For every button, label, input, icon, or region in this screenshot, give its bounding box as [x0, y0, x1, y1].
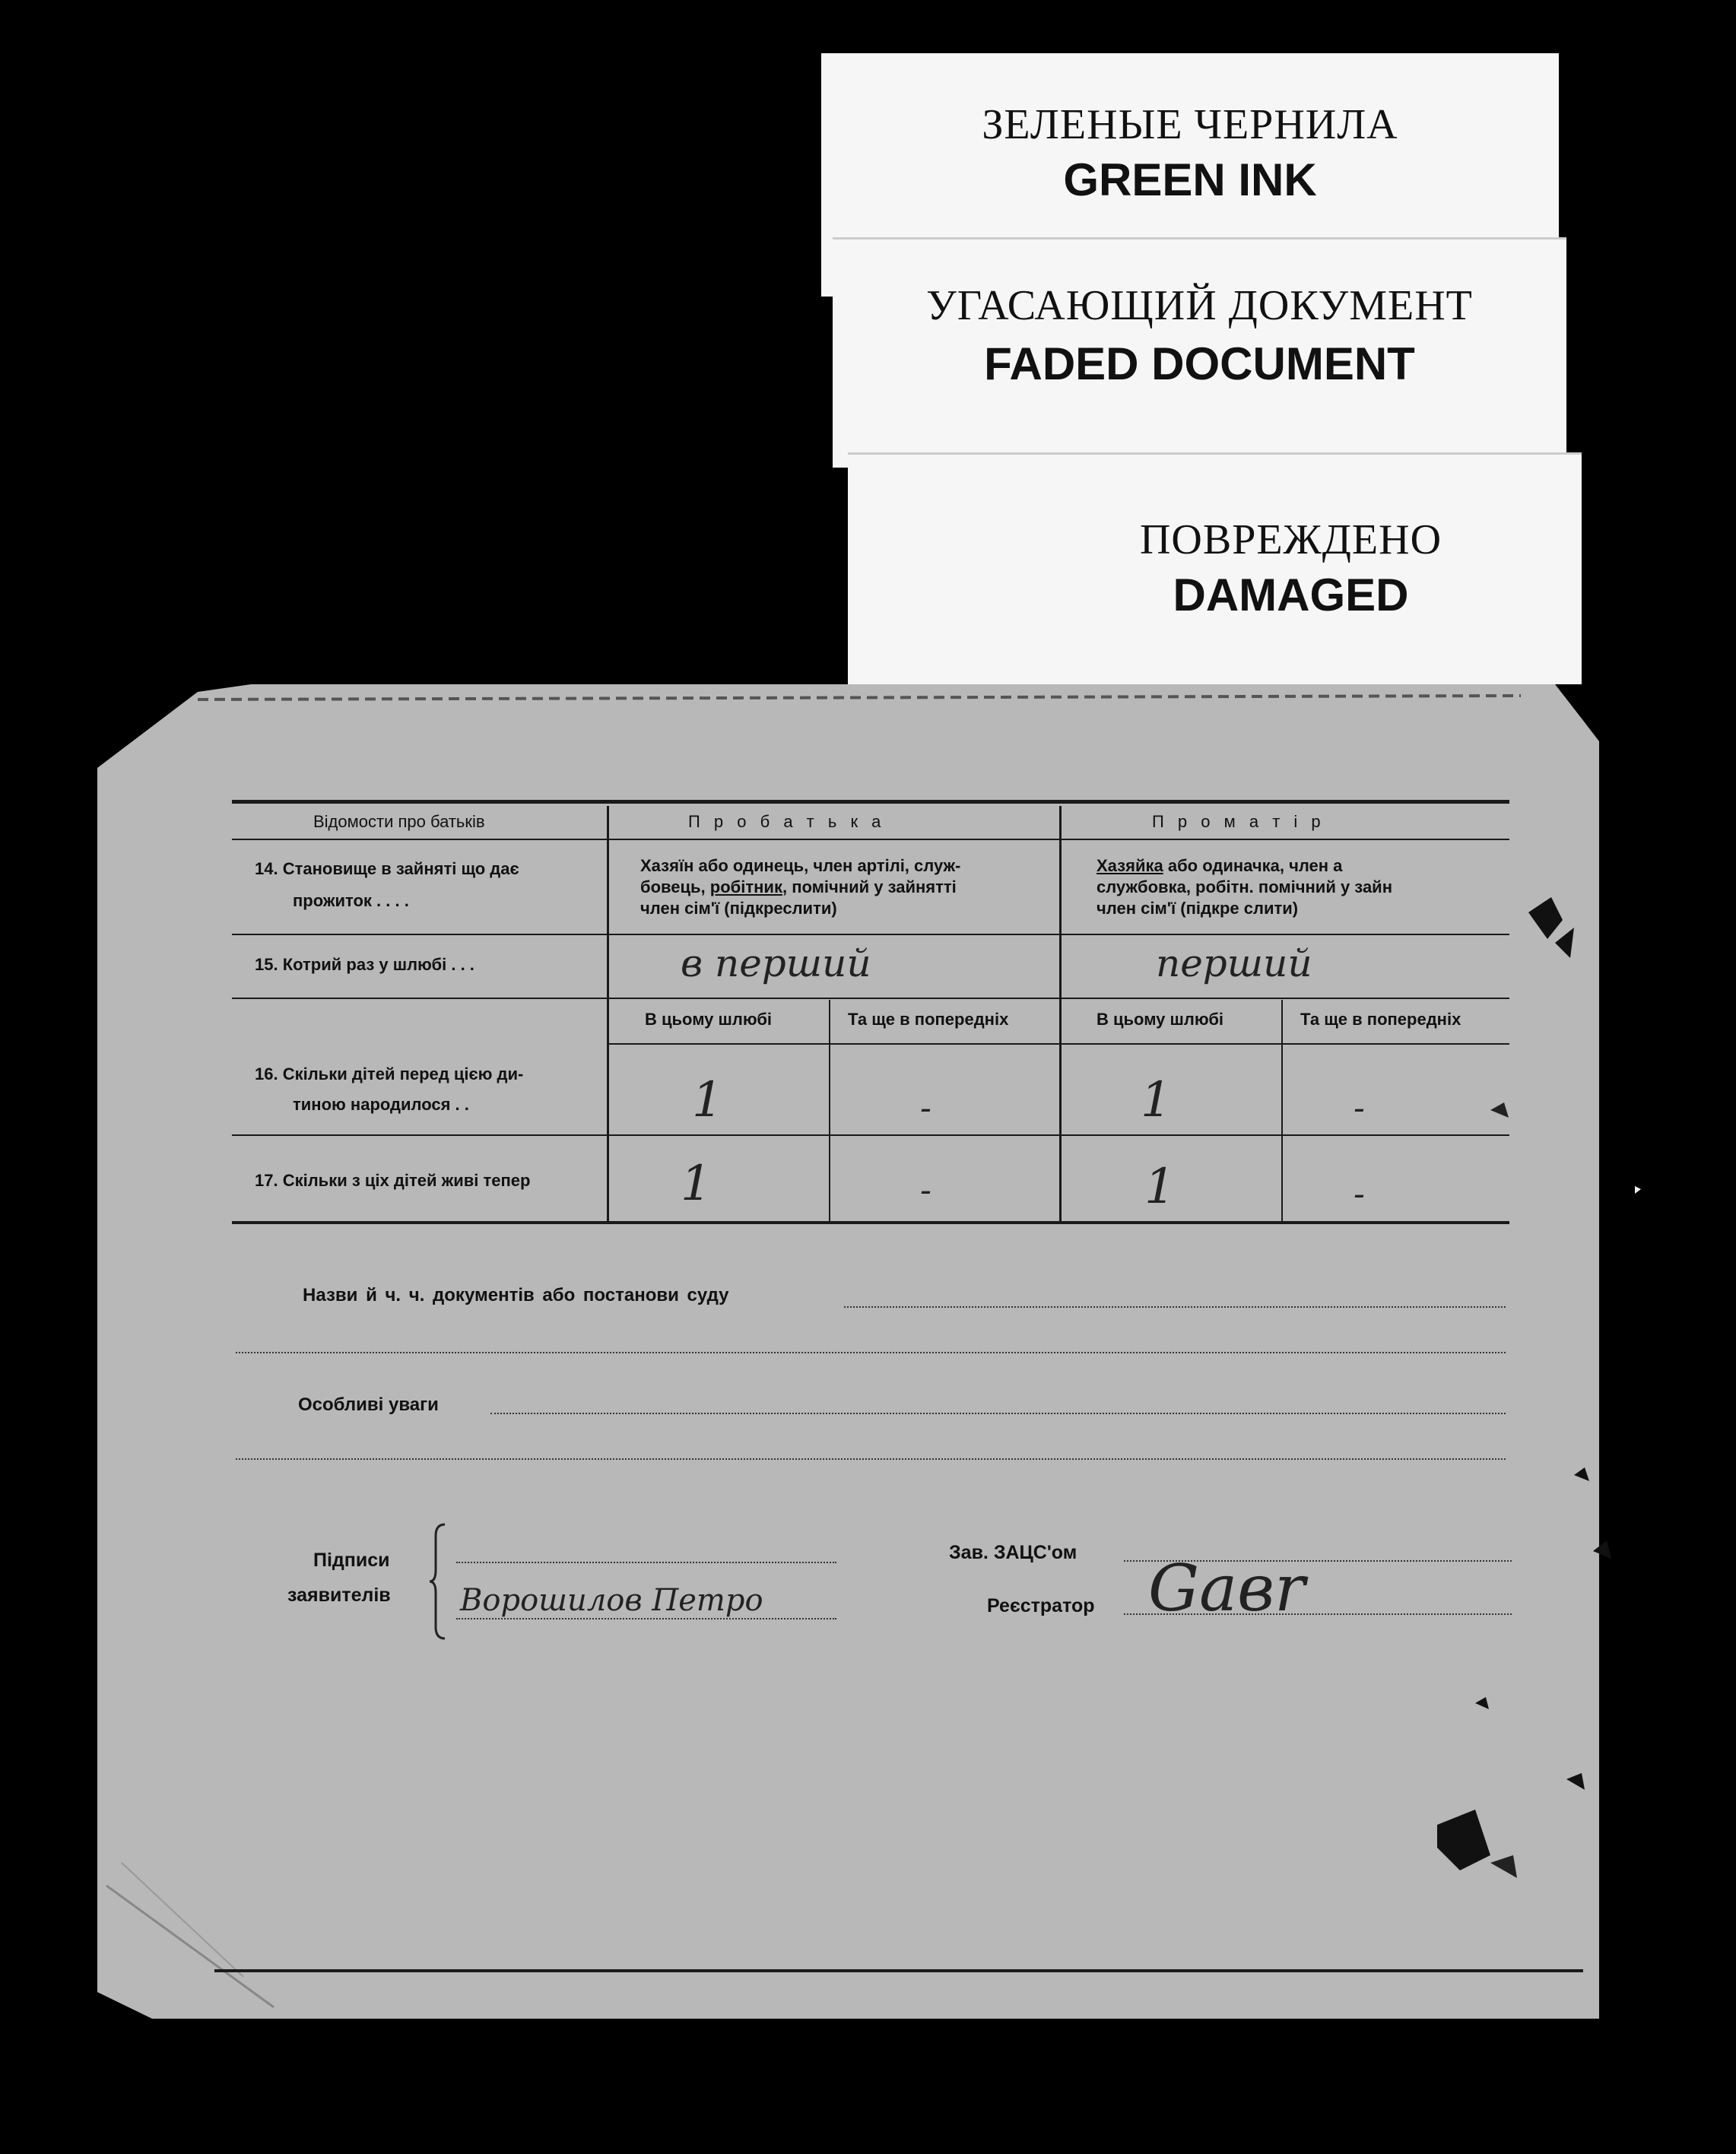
header-father: П р о б а т ь к а	[688, 812, 886, 831]
row14-father-3: член сім'ї (підкреслити)	[640, 899, 837, 918]
registrar-label: Реєстратор	[987, 1595, 1095, 1616]
notes-label: Особливі уваги	[298, 1394, 439, 1415]
label-en: DAMAGED	[1173, 569, 1409, 620]
row16-rule	[232, 1134, 1509, 1136]
applicants-label-2: заявителів	[287, 1585, 391, 1606]
label-card-faded-document	[833, 240, 1566, 468]
registrar-signature: Gaвr	[1148, 1551, 1306, 1626]
row14-mother-3: член сім'ї (підкре слити)	[1097, 899, 1299, 918]
row15-rule	[232, 998, 1509, 999]
text: або одиначка, член а	[1163, 856, 1343, 875]
header-mother: П р о м а т і р	[1152, 812, 1325, 831]
applicants-label-1: Підписи	[313, 1550, 390, 1571]
row14-label-2: прожиток . . . .	[293, 891, 409, 910]
col-divider-4	[1281, 1000, 1283, 1223]
underlined-choice: робітник	[709, 877, 782, 896]
subheader-mother-prev: Та ще в попередніх	[1300, 1010, 1461, 1029]
table-bottom-rule	[232, 1221, 1509, 1224]
header-section: Відомости про батьків	[313, 812, 485, 831]
row17-value-mother-this: 1	[1144, 1159, 1176, 1215]
table-top-rule	[232, 800, 1509, 804]
notes-line-2	[236, 1458, 1506, 1460]
applicant-line-2	[456, 1618, 836, 1619]
head-label: Зав. ЗАЦС'ом	[949, 1542, 1077, 1563]
signature-brace	[430, 1521, 460, 1642]
subheader-father-prev: Та ще в попередніх	[848, 1010, 1009, 1029]
row17-label: 17. Скільки з ціх дітей живі тепер	[255, 1171, 531, 1190]
row15-label: 15. Котрий раз у шлюбі . . .	[255, 955, 474, 974]
label-en: GREEN INK	[1063, 154, 1317, 205]
label-ru: УГАСАЮЩИЙ ДОКУМЕНТ	[926, 282, 1473, 329]
col-divider-2	[1059, 806, 1062, 1223]
label-en: FADED DOCUMENT	[984, 338, 1415, 389]
row17-value-father-this: 1	[681, 1156, 712, 1212]
row14-label-1: 14. Становище в зайняті що дає	[255, 859, 519, 878]
notes-line-1	[490, 1413, 1506, 1414]
row14-father-1: Хазяїн або одинець, член артілі, служ-	[640, 856, 961, 875]
row14-father-2	[640, 876, 957, 899]
documents-line-2	[236, 1352, 1506, 1353]
applicant-line-1	[456, 1562, 836, 1563]
row14-mother-2: службовка, робітн. помічний у зайн	[1097, 877, 1392, 896]
col-divider-3	[829, 1000, 830, 1223]
applicant-signature: Ворошилов Петро	[460, 1583, 763, 1618]
underlined-choice: Хазяйка	[1097, 856, 1163, 875]
row16-label-1: 16. Скільки дітей перед цією ди-	[255, 1064, 524, 1083]
row16-label-2: тиною народилося . .	[293, 1095, 469, 1114]
text: , помічний у зайнятті	[782, 877, 957, 896]
row17-value-father-prev: -	[920, 1171, 931, 1210]
col-divider-1	[607, 806, 609, 1223]
label-ru: ПОВРЕЖДЕНО	[1139, 516, 1442, 563]
row15-mother-value: перший	[1156, 941, 1312, 985]
documents-label: Назви й ч. ч. документів або постанови суду	[303, 1285, 729, 1305]
row14-mother-1	[1097, 855, 1342, 877]
row17-value-mother-prev: -	[1354, 1175, 1365, 1213]
row15-father-value: в перший	[681, 941, 871, 985]
row16-value-mother-prev: -	[1354, 1089, 1365, 1128]
row16-value-father-prev: -	[920, 1089, 931, 1128]
row14-rule	[232, 934, 1509, 935]
row16-value-father-this: 1	[692, 1072, 723, 1128]
sheet-bottom-rule	[214, 1969, 1583, 1972]
row16-value-mother-this: 1	[1141, 1072, 1172, 1128]
label-card-damaged	[848, 455, 1582, 698]
subheader-mother-this: В цьому шлюбі	[1097, 1010, 1224, 1029]
documents-line-1	[844, 1306, 1506, 1308]
subheader-father-this: В цьому шлюбі	[645, 1010, 773, 1029]
table-header-rule	[232, 839, 1509, 840]
text: бовець,	[640, 877, 710, 896]
label-ru: ЗЕЛЕНЫЕ ЧЕРНИЛА	[982, 101, 1398, 148]
